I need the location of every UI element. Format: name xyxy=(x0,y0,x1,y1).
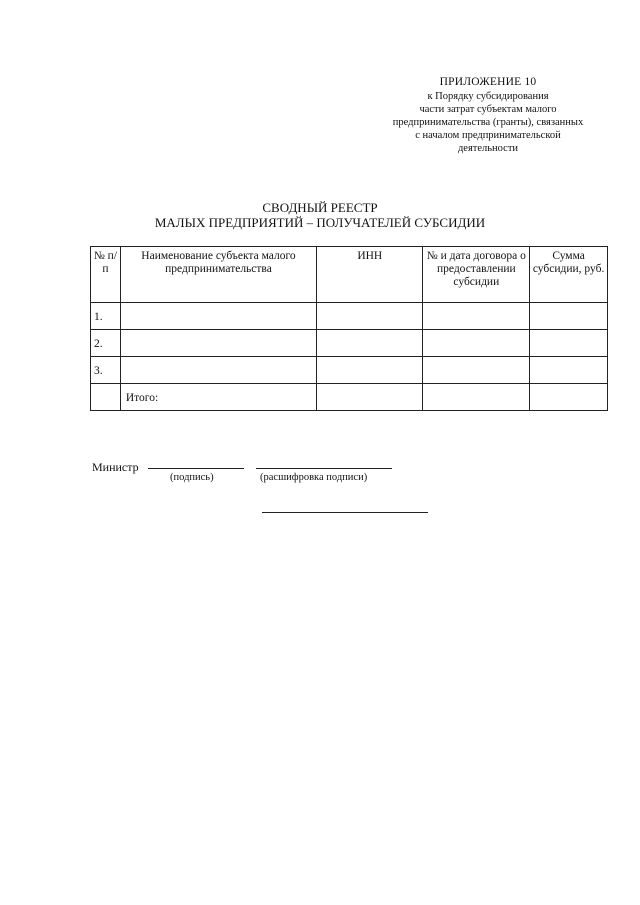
table-cell xyxy=(120,357,316,384)
title-line-2: МАЛЫХ ПРЕДПРИЯТИЙ – ПОЛУЧАТЕЛЕЙ СУБСИДИИ xyxy=(154,215,486,230)
document-title xyxy=(150,200,490,230)
row-number: 3. xyxy=(91,357,121,384)
table-cell xyxy=(317,330,423,357)
row-number: 1. xyxy=(91,303,121,330)
table-cell xyxy=(423,303,530,330)
signature-caption: (подпись) xyxy=(170,472,214,483)
table-cell xyxy=(423,357,530,384)
annex-line: деятельности xyxy=(457,143,519,154)
table-cell xyxy=(120,330,316,357)
title-line-1: СВОДНЫЙ РЕЕСТР xyxy=(262,200,378,215)
table-cell xyxy=(120,303,316,330)
table-total-row xyxy=(91,384,608,411)
table-cell xyxy=(530,357,608,384)
table-cell xyxy=(91,384,121,411)
table-cell xyxy=(317,384,423,411)
table-header-row xyxy=(91,247,608,303)
table-row xyxy=(91,303,608,330)
row-number: 2. xyxy=(91,330,121,357)
table-row xyxy=(91,330,608,357)
registry-table xyxy=(90,246,608,411)
signature-decode-line xyxy=(256,468,392,469)
annex-heading: ПРИЛОЖЕНИЕ 10 xyxy=(439,76,537,88)
bottom-divider-line xyxy=(262,512,428,513)
signatory-title: Министр xyxy=(92,460,139,474)
annex-line: к Порядку субсидирования xyxy=(427,91,549,102)
table-cell xyxy=(530,384,608,411)
header-amount: Сумма субсидии, руб. xyxy=(530,247,608,303)
header-inn: ИНН xyxy=(317,247,423,303)
table-cell xyxy=(423,330,530,357)
header-number: № п/п xyxy=(91,247,121,303)
annex-line: с началом предпринимательской xyxy=(415,130,561,141)
table-cell xyxy=(530,330,608,357)
signature-block xyxy=(92,460,412,490)
header-contract: № и дата договора о предоставлении субсидии xyxy=(423,247,530,303)
total-label: Итого: xyxy=(120,384,316,411)
table-cell xyxy=(317,303,423,330)
table-cell xyxy=(317,357,423,384)
table-row xyxy=(91,357,608,384)
signature-decode-caption: (расшифровка подписи) xyxy=(260,472,368,483)
annex-line: части затрат субъектам малого xyxy=(419,104,557,115)
header-entity-name: Наименование субъекта малого предпринимательства xyxy=(120,247,316,303)
signature-line xyxy=(148,468,244,469)
annex-line: предпринимательства (гранты), связанных xyxy=(392,117,584,128)
table-cell xyxy=(423,384,530,411)
annex-block xyxy=(360,76,616,155)
table-cell xyxy=(530,303,608,330)
